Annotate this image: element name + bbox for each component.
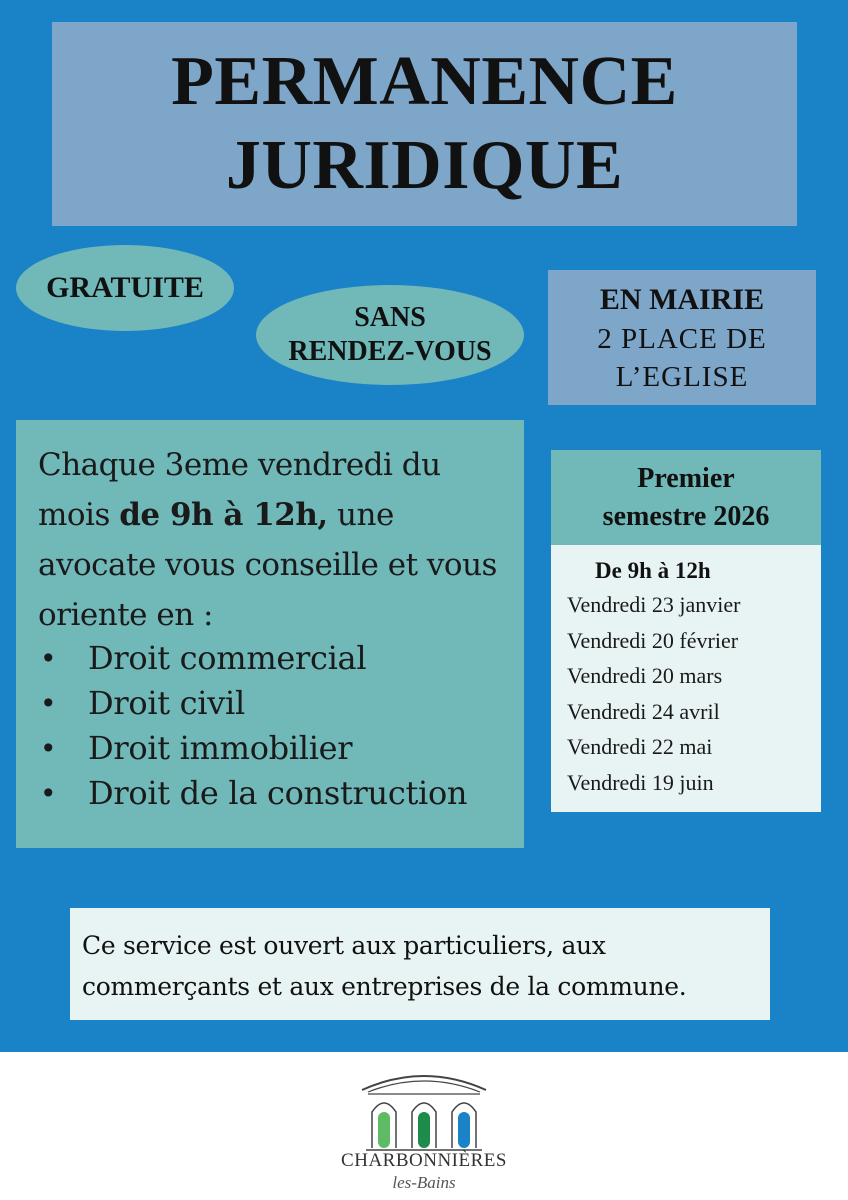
list-item <box>38 726 514 771</box>
bullet-icon: • <box>40 687 57 720</box>
green-column <box>378 1112 390 1148</box>
service-notice-line-2: commerçants et aux entreprises de la commune. <box>82 972 687 1001</box>
dark-green-column <box>418 1112 430 1148</box>
no-appointment-line-2: RENDEZ-VOUS <box>288 336 492 367</box>
poster-title <box>52 22 797 226</box>
schedule-dates <box>551 586 821 800</box>
town-logo <box>336 1068 512 1200</box>
bullet-icon: • <box>40 732 57 765</box>
service-notice-line-1: Ce service est ouvert aux particuliers, aux <box>82 931 606 960</box>
schedule-header-line-2: semestre 2026 <box>602 500 770 532</box>
title-line-2: JURIDIQUE <box>225 127 624 204</box>
topic-label: Droit civil <box>88 684 245 722</box>
arches-icon <box>360 1068 488 1152</box>
schedule-header-line-1: Premier <box>637 462 735 494</box>
list-item <box>38 636 514 681</box>
info-intro <box>38 440 514 640</box>
info-intro-end: une avocate vous conseille et vous oriente en : <box>38 497 497 633</box>
title-line-1: PERMANENCE <box>171 43 678 120</box>
info-box <box>16 420 524 848</box>
list-item: Vendredi 20 février <box>567 627 739 653</box>
no-appointment-badge <box>256 285 524 385</box>
list-item <box>38 771 514 816</box>
town-name: CHARBONNIÈRES <box>341 1150 507 1171</box>
address-line-1: 2 PLACE DE <box>597 322 767 355</box>
bullet-icon: • <box>40 642 57 675</box>
topic-label: Droit de la construction <box>88 774 468 812</box>
schedule-hours: De 9h à 12h <box>595 558 711 583</box>
schedule-box <box>551 450 821 812</box>
list-item: Vendredi 19 juin <box>567 769 714 795</box>
address-line-2: L’EGLISE <box>615 360 749 393</box>
list-item: Vendredi 20 mars <box>567 663 723 688</box>
location-box <box>548 270 816 405</box>
service-notice <box>70 908 770 1020</box>
topic-label: Droit immobilier <box>88 729 353 767</box>
list-item <box>38 681 514 726</box>
topic-label: Droit commercial <box>88 639 367 677</box>
topics-list <box>38 636 514 816</box>
free-badge <box>16 245 234 331</box>
list-item: Vendredi 23 janvier <box>567 592 741 617</box>
location-title: EN MAIRIE <box>599 282 765 316</box>
town-subtitle: les-Bains <box>392 1173 456 1192</box>
schedule-header <box>551 450 821 545</box>
info-intro-start: Chaque 3eme vendredi du mois <box>38 447 441 533</box>
no-appointment-line-1: SANS <box>354 302 426 333</box>
free-badge-label: GRATUITE <box>46 271 204 304</box>
list-item: Vendredi 22 mai <box>567 734 713 759</box>
bullet-icon: • <box>40 777 57 810</box>
blue-column <box>458 1112 470 1148</box>
list-item: Vendredi 24 avril <box>567 698 720 724</box>
info-hours: de 9h à 12h, <box>119 497 328 533</box>
